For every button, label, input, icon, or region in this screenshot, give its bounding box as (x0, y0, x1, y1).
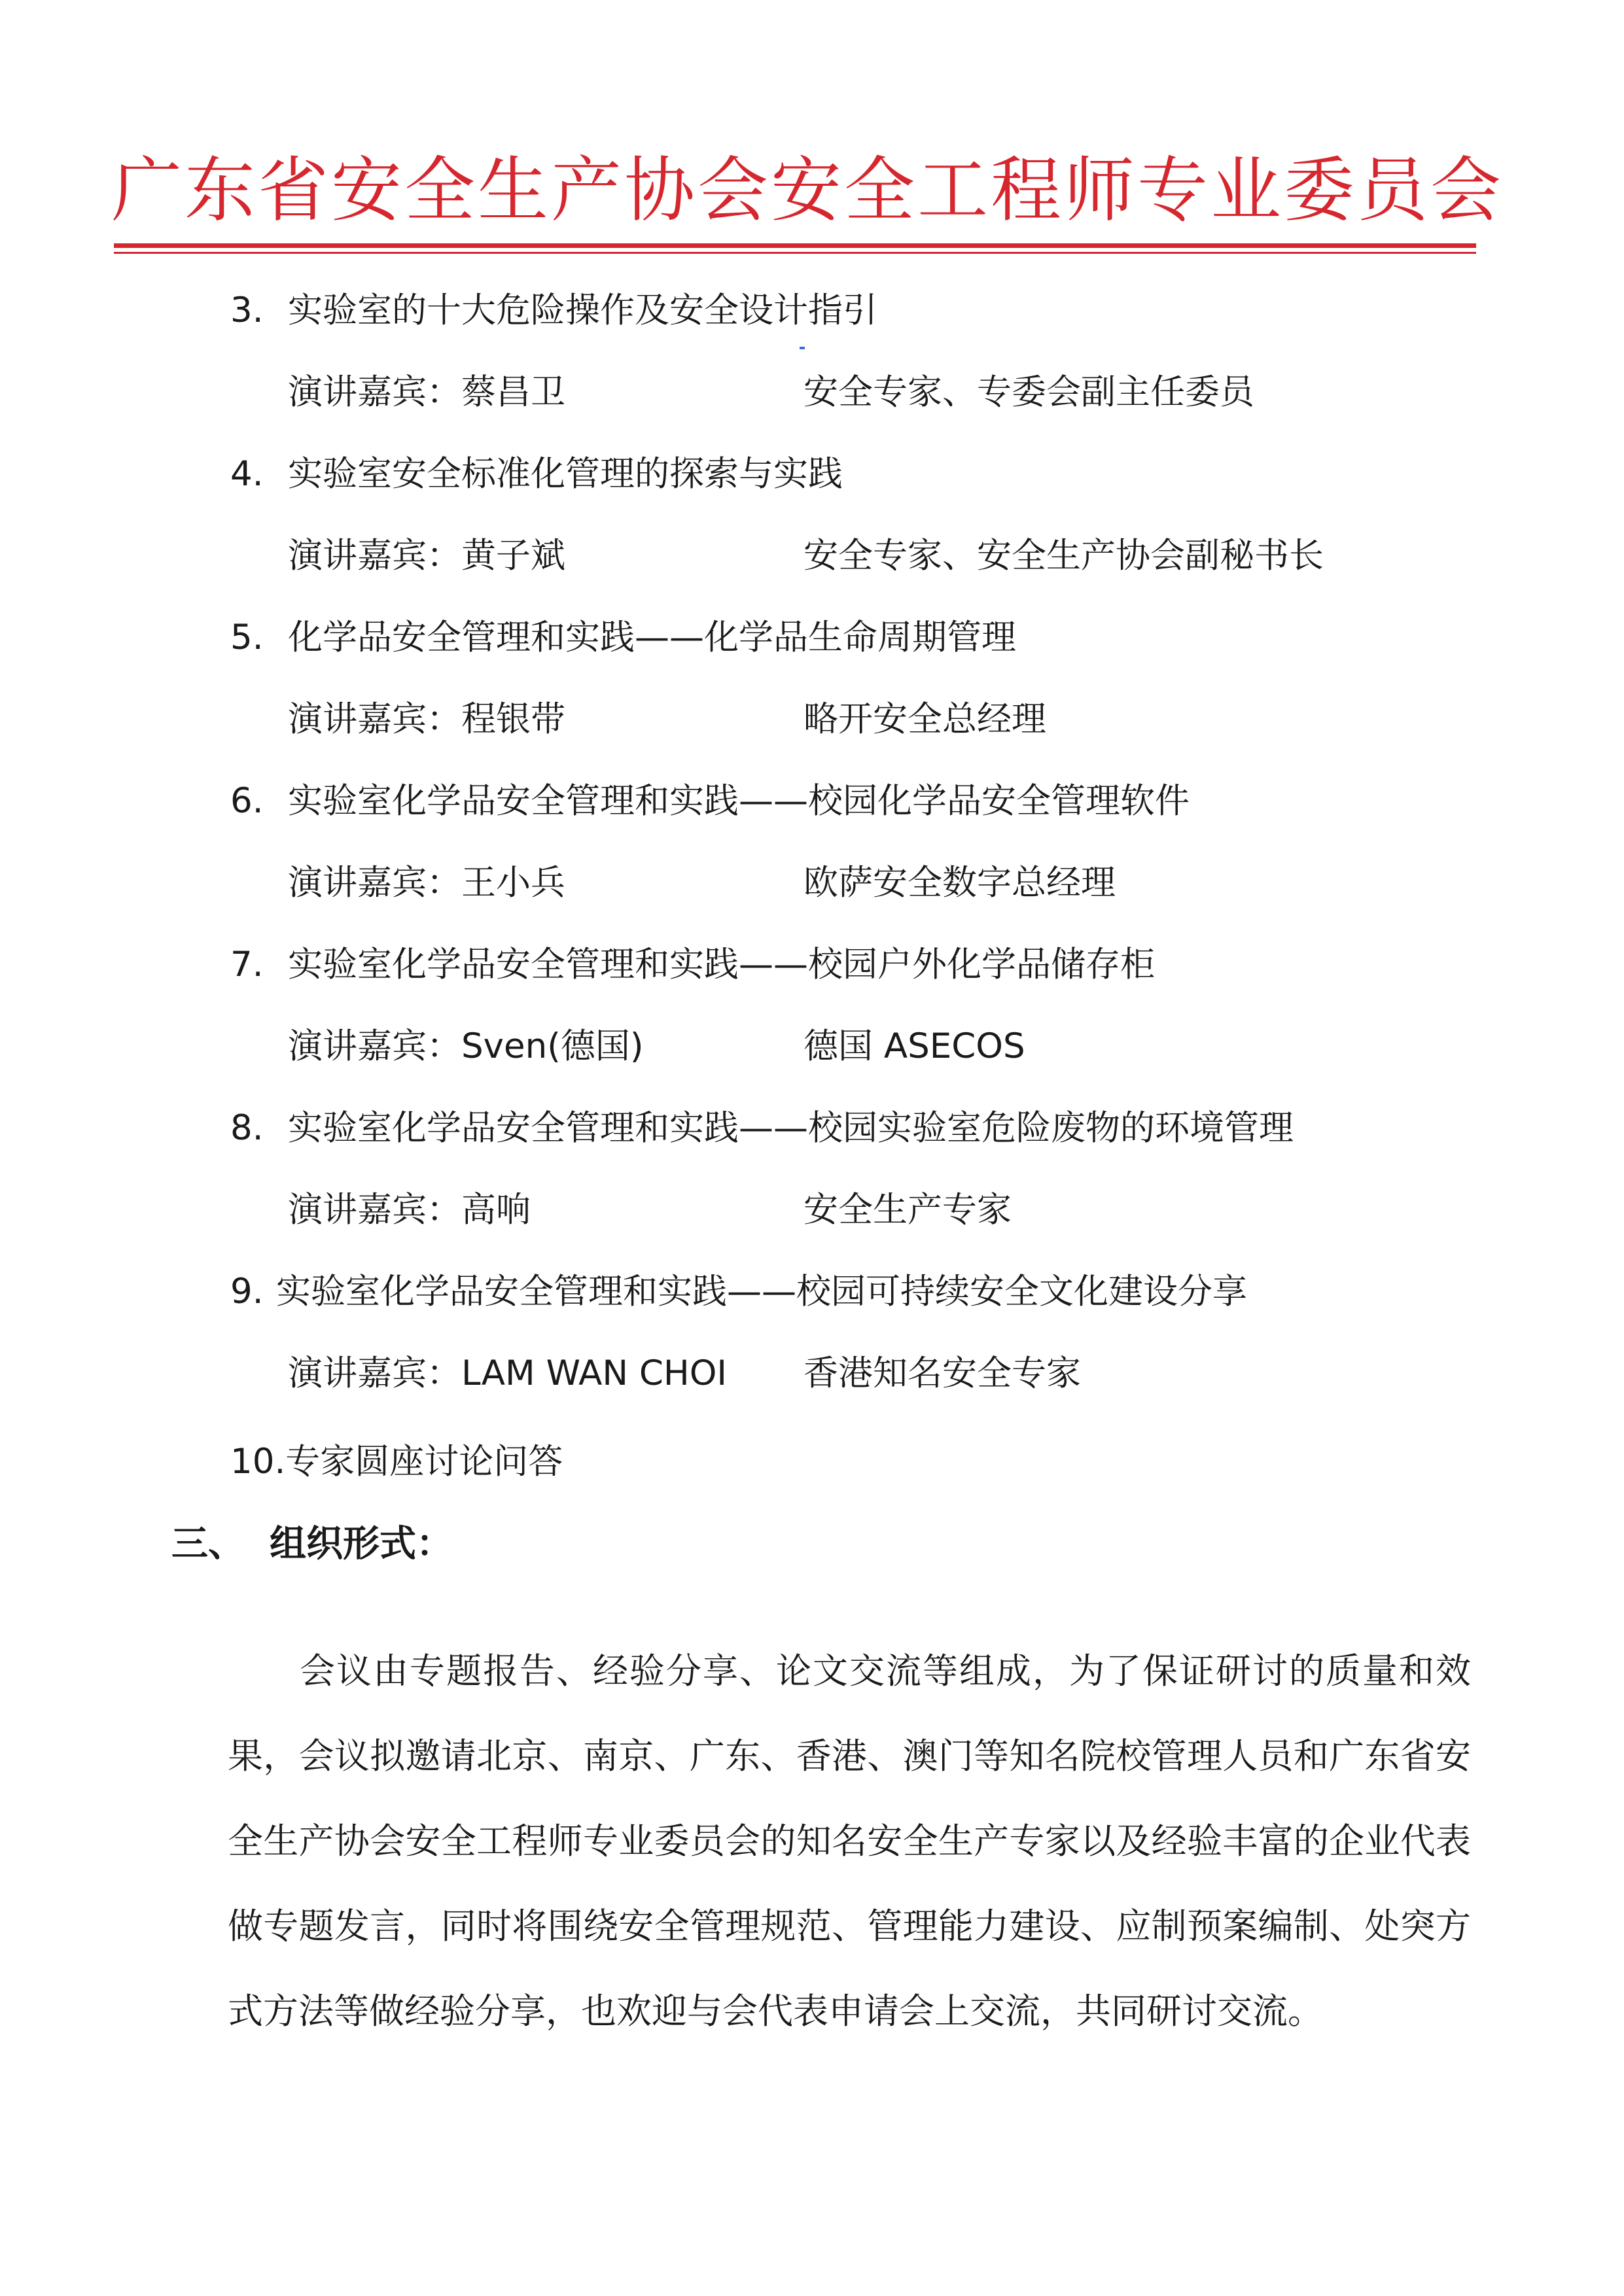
agenda-item-title (230, 1269, 1247, 1315)
speaker-label: 演讲嘉宾： (288, 1190, 461, 1230)
agenda-item-text: 化学品安全管理和实践——化学品生命周期管理 (288, 617, 1016, 657)
speaker-affiliation: 欧萨安全数字总经理 (803, 863, 1116, 903)
agenda-item-title (230, 1105, 1294, 1151)
speaker-affiliation: 安全专家、专委会副主任委员 (803, 372, 1254, 412)
agenda-item-text: 实验室的十大危险操作及安全设计指引 (288, 290, 877, 330)
agenda-item (0, 772, 1624, 935)
letterhead-rule-thick (114, 243, 1476, 248)
speaker-name: 程银带 (461, 699, 565, 739)
agenda-item-text: 实验室化学品安全管理和实践——校园化学品安全管理软件 (288, 781, 1190, 821)
section-number: 三、 (171, 1523, 245, 1565)
speaker-label: 演讲嘉宾： (288, 1353, 461, 1393)
speaker-affiliation: 德国 ASECOS (803, 1026, 1025, 1066)
speaker-label: 演讲嘉宾： (288, 372, 461, 412)
agenda-speaker (288, 1024, 644, 1070)
agenda-final-item: 10.专家圆座讨论问答 (230, 1442, 563, 1482)
agenda-item-title (230, 288, 877, 334)
speaker-affiliation: 安全专家、安全生产协会副秘书长 (803, 536, 1324, 576)
letterhead-title: 广东省安全生产协会安全工程师专业委员会 (111, 150, 1504, 232)
agenda-item (0, 1099, 1624, 1262)
agenda-item-text: 实验室安全标准化管理的探索与实践 (288, 454, 843, 494)
agenda-item-text: 实验室化学品安全管理和实践——校园实验室危险废物的环境管理 (288, 1108, 1294, 1148)
speaker-label: 演讲嘉宾： (288, 536, 461, 576)
agenda-list (0, 281, 1624, 1426)
agenda-speaker (288, 533, 565, 579)
speaker-name: 王小兵 (461, 863, 565, 903)
agenda-item-number: 8. (230, 1108, 264, 1148)
agenda-item-number: 4. (230, 454, 264, 494)
agenda-item-title (230, 615, 1016, 661)
agenda-item-number: 3. (230, 290, 264, 330)
agenda-item-text: 实验室化学品安全管理和实践——校园户外化学品储存柜 (288, 945, 1155, 984)
agenda-speaker (288, 860, 565, 906)
speaker-name: LAM WAN CHOI (461, 1353, 728, 1393)
agenda-item-title (230, 942, 1155, 988)
section-heading (171, 1521, 453, 1568)
agenda-item (0, 281, 1624, 445)
speaker-label: 演讲嘉宾： (288, 1026, 461, 1066)
speaker-affiliation: 安全生产专家 (803, 1190, 1012, 1230)
speaker-name: 蔡昌卫 (461, 372, 565, 412)
speaker-name: Sven(德国) (461, 1026, 644, 1066)
agenda-item (0, 445, 1624, 608)
speaker-label: 演讲嘉宾： (288, 699, 461, 739)
agenda-item (0, 608, 1624, 772)
agenda-item-text: 实验室化学品安全管理和实践——校园可持续安全文化建设分享 (276, 1272, 1247, 1312)
agenda-item (0, 935, 1624, 1099)
speaker-name: 黄子斌 (461, 536, 565, 576)
speaker-affiliation: 略开安全总经理 (803, 699, 1046, 739)
agenda-speaker (288, 697, 565, 742)
speaker-name: 高响 (461, 1190, 531, 1230)
agenda-speaker (288, 1351, 727, 1397)
speaker-affiliation: 香港知名安全专家 (803, 1353, 1081, 1393)
agenda-item-number: 6. (230, 781, 264, 821)
letterhead-rule-thin (114, 252, 1476, 254)
agenda-speaker (288, 370, 565, 415)
agenda-item (0, 1262, 1624, 1426)
agenda-item-title (230, 451, 843, 497)
agenda-item-number: 5. (230, 617, 264, 657)
agenda-item-number: 7. (230, 945, 264, 984)
agenda-speaker (288, 1187, 531, 1233)
section-body-paragraph: 会议由专题报告、经验分享、论文交流等组成，为了保证研讨的质量和效果，会议拟邀请北京、南京、广东、香港、澳门等知名院校管理人员和广东省安全生产协会安全工程师专业委员会的知名安全生产专家以及经验丰富的企业代表做专题发言，同时将围绕安全管理规范、管理能力建设、应制预案编制、处突方式方法等做经验分享，也欢迎与会代表申请会上交流，共同研讨交流。 (228, 1650, 1471, 2032)
section-title: 组织形式： (270, 1523, 453, 1565)
speaker-label: 演讲嘉宾： (288, 863, 461, 903)
agenda-item-title (230, 778, 1190, 824)
agenda-item-number: 9. (230, 1272, 264, 1312)
